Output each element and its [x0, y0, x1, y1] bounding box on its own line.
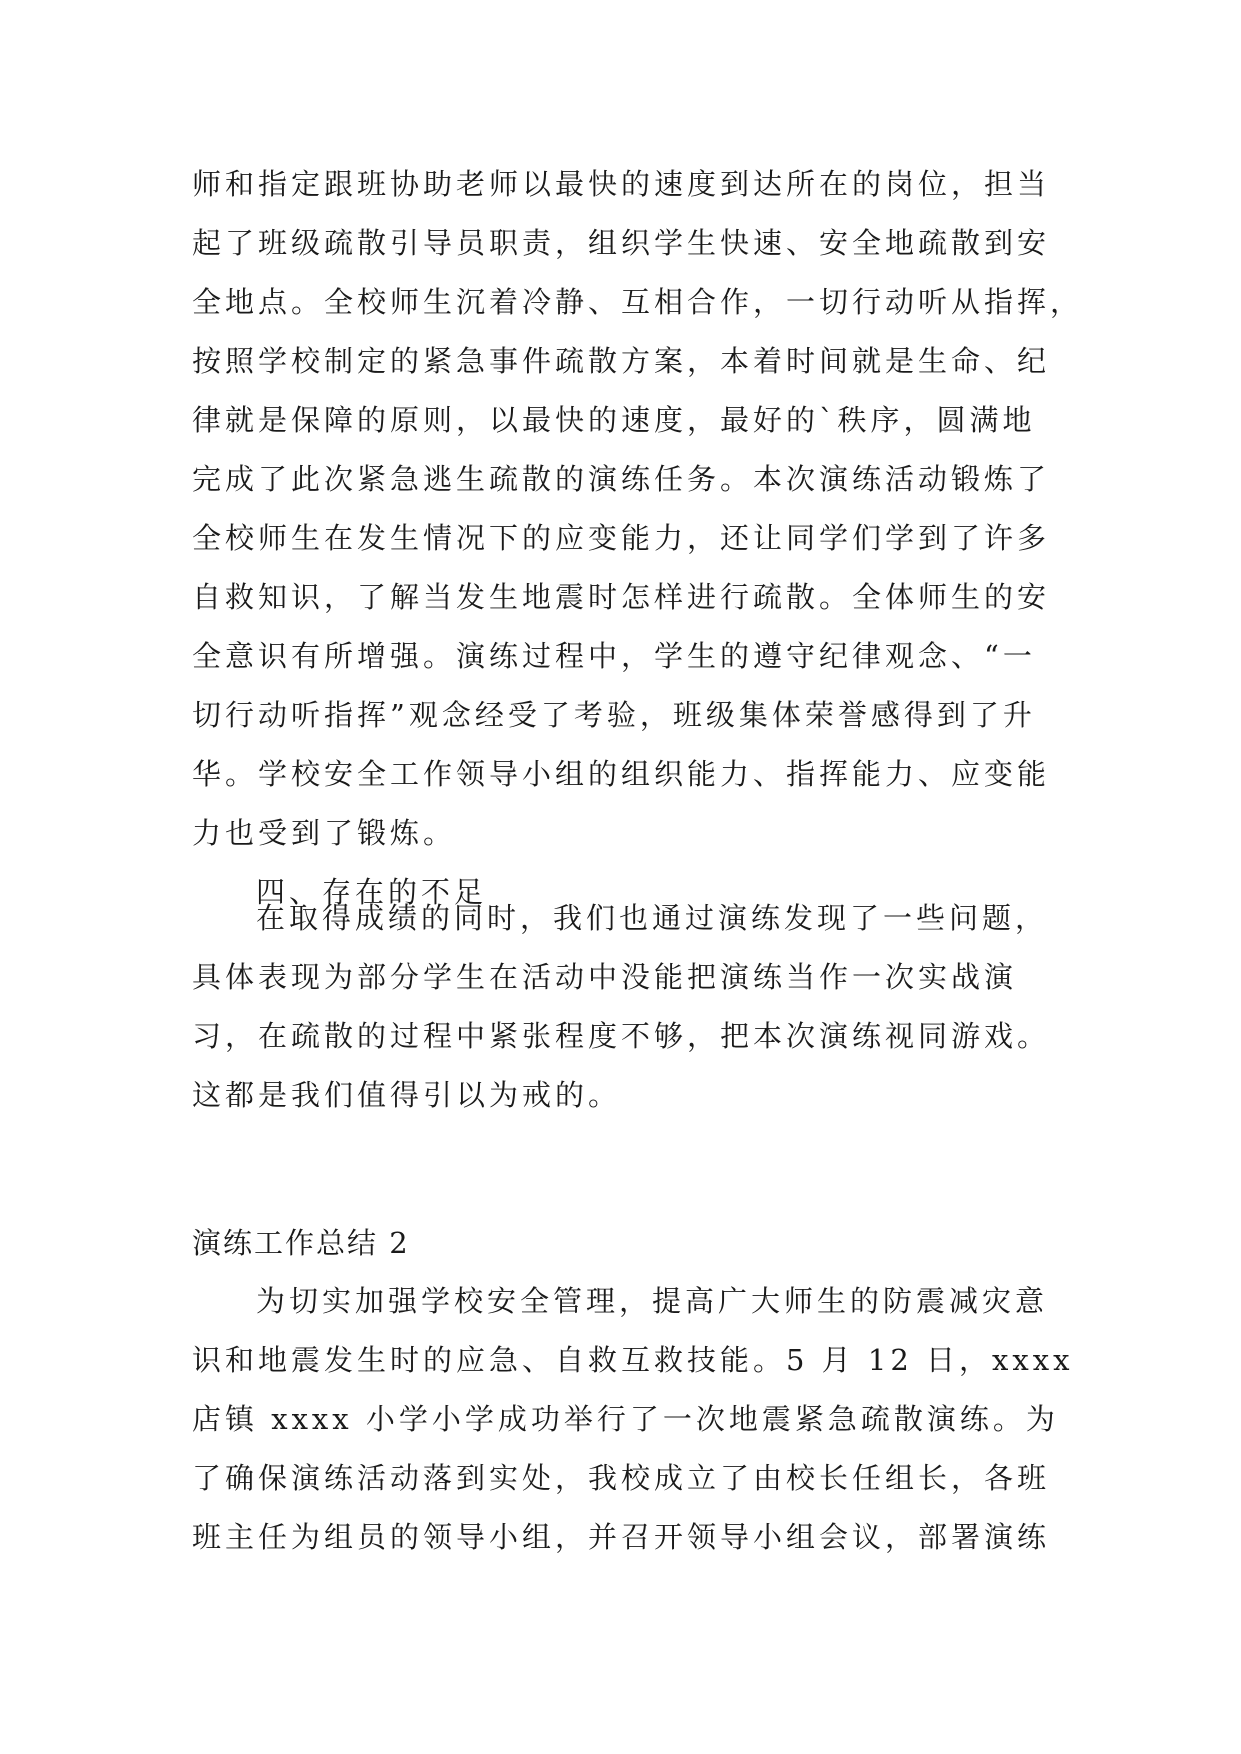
text-line: 班主任为组员的领导小组，并召开领导小组会议，部署演练 [192, 1520, 1051, 1554]
paragraph-section-four [192, 889, 1072, 1125]
summary-title: 演练工作总结 2 [192, 1226, 410, 1260]
text-line: 了确保演练活动落到实处，我校成立了由校长任组长，各班 [192, 1461, 1051, 1495]
text-line: 起了班级疏散引导员职责，组织学生快速、安全地疏散到安 [192, 226, 1051, 260]
text-line: 华。学校安全工作领导小组的组织能力、指挥能力、应变能 [192, 757, 1051, 791]
text-line: 师和指定跟班协助老师以最快的速度到达所在的岗位，担当 [192, 167, 1051, 201]
text-line: 律就是保障的原则，以最快的速度，最好的`秩序，圆满地 [192, 403, 1036, 437]
text-line: 完成了此次紧急逃生疏散的演练任务。本次演练活动锻炼了 [192, 462, 1051, 496]
text-line: 全意识有所增强。演练过程中，学生的遵守纪律观念、“一 [192, 639, 1036, 673]
text-line: 为切实加强学校安全管理，提高广大师生的防震减灾意 [256, 1284, 1049, 1318]
text-line: 在取得成绩的同时，我们也通过演练发现了一些问题， [256, 901, 1049, 935]
text-line: 力也受到了锻炼。 [192, 816, 457, 850]
section-heading: 四、存在的不足 [256, 875, 488, 909]
text-line: 全校师生在发生情况下的应变能力，还让同学们学到了许多 [192, 521, 1051, 555]
text-line: 全地点。全校师生沉着冷静、互相合作，一切行动听从指挥， [192, 285, 1084, 319]
text-line: 具体表现为部分学生在活动中没能把演练当作一次实战演 [192, 960, 1018, 994]
text-line: 按照学校制定的紧急事件疏散方案，本着时间就是生命、纪 [192, 344, 1051, 378]
paragraph-summary-two [192, 1272, 1072, 1567]
text-line: 这都是我们值得引以为戒的。 [192, 1078, 622, 1112]
text-line: 习，在疏散的过程中紧张程度不够，把本次演练视同游戏。 [192, 1019, 1051, 1053]
text-line: 店镇 xxxx 小学小学成功举行了一次地震紧急疏散演练。为 [192, 1402, 1059, 1436]
text-line: 识和地震发生时的应急、自救互救技能。5 月 12 日，xxxx [192, 1343, 1074, 1377]
text-line: 自救知识，了解当发生地震时怎样进行疏散。全体师生的安 [192, 580, 1051, 614]
paragraph-section-one-continued [192, 155, 1084, 922]
text-line: 切行动听指挥”观念经受了考验，班级集体荣誉感得到了升 [192, 698, 1036, 732]
